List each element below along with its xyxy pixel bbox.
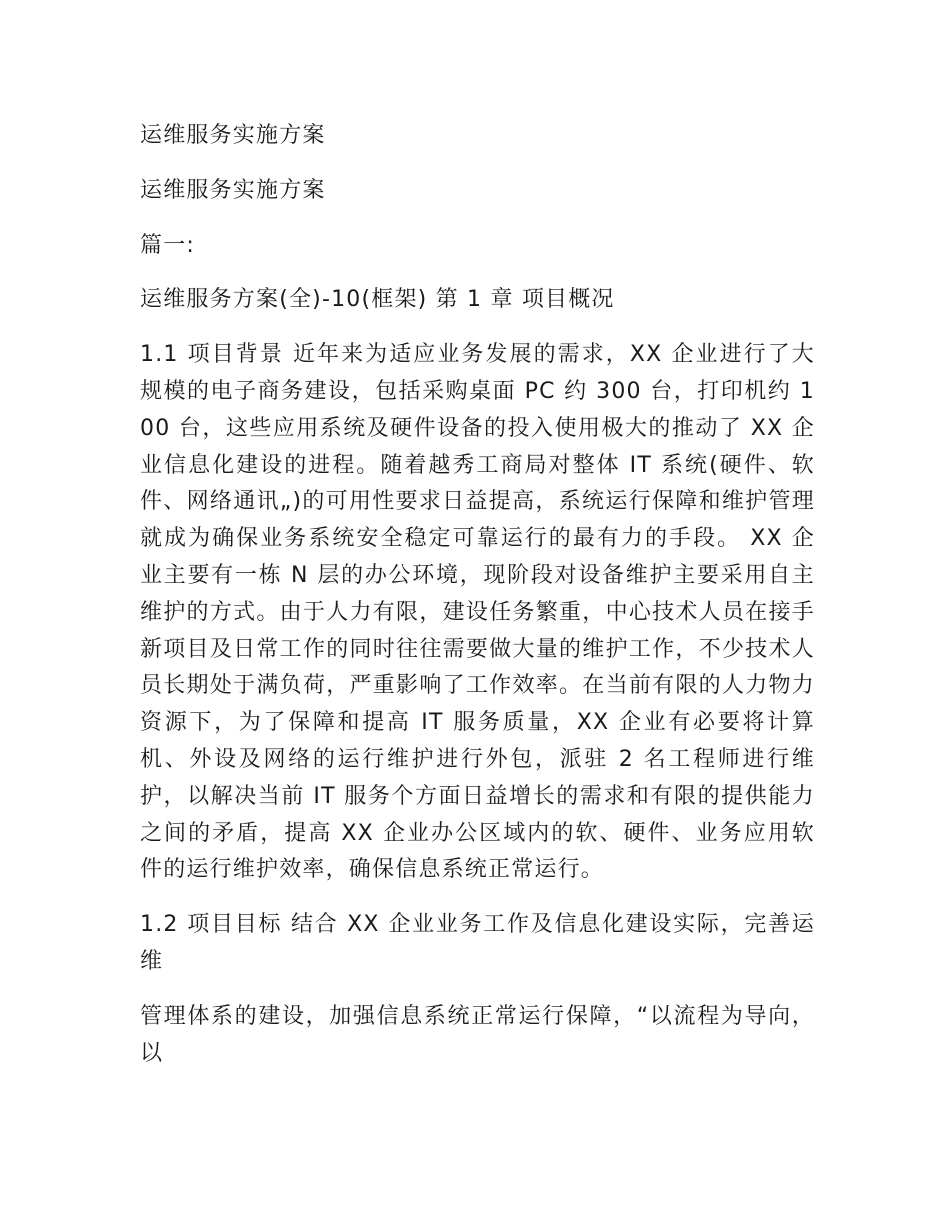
document-subtitle: 运维服务实施方案 bbox=[140, 177, 326, 203]
document-title: 运维服务实施方案 bbox=[140, 123, 326, 148]
section-label: 篇一: bbox=[140, 232, 196, 258]
paragraph-management-system: 管理体系的建设，加强信息系统正常运行保障，“以流程为导向，以 bbox=[140, 1003, 815, 1066]
paragraph-project-goal: 1.2 项目目标 结合 XX 企业业务工作及信息化建设实际，完善运维 bbox=[140, 912, 815, 974]
chapter-heading: 运维服务方案(全)-10(框架) 第 1 章 项目概况 bbox=[140, 287, 615, 313]
paragraph-project-background: 1.1 项目背景 近年来为适应业务发展的需求，XX 企业进行了大规模的电子商务建设，包括采购桌面 PC 约 300 台，打印机约 100 台，这些应用系统及硬件设备的投入使用极大的推动了 XX 企业信息化建设的进程。随着越秀工商局对整体 IT 系统(硬件、软件、网络通讯„)的可用性要求日益提高，系统运行保障和维护管理就成为确保业务系统安全稳定可靠运行的最有力的手段。 XX 企业主要有一栋 N 层的办公环境，现阶段对设备维护主要采用自主维护的方式。由于人力有限，建设任务繁重，中心技术人员在接手新项目及日常工作的同时往往需要做大量的维护工作，不少技术人员长期处于满负荷，严重影响了工作效率。在当前有限的人力物力资源下，为了保障和提高 IT 服务质量，XX 企业有必要将计算机、外设及网络的运行维护进行外包，派驻 2 名工程师进行维护，以解决当前 IT 服务个方面日益增长的需求和有限的提供能力之间的矛盾，提高 XX 企业办公区域内的软、硬件、业务应用软件的运行维护效率，确保信息系统正常运行。 bbox=[140, 342, 815, 883]
document-body bbox=[140, 118, 815, 1090]
